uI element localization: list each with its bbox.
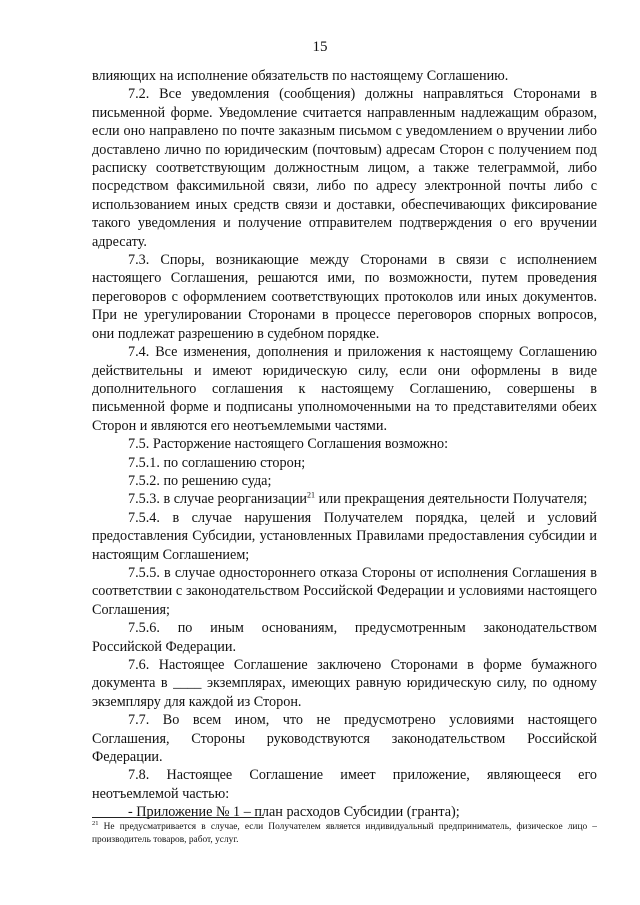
paragraph-7-2: 7.2. Все уведомления (сообщения) должны направляться Сторонами в письменной форме. Уведомление считается направленным надлежащим образом, если оно направлено по почте заказным письмом с уведомлением о вручении либо доставлено лично по юридическим (почтовым) адресам Сторон с получением под расписку соответствующим должностным лицом, а также телеграммой, либо посредством факсимильной связи, либо по адресу электронной почты либо с использованием иных средств связи и доставки, обеспечивающих фиксирование такого уведомления и получение отправителем подтверждения о его вручении адресату.	[92, 86, 597, 250]
paragraph-7-5-5: 7.5.5. в случае одностороннего отказа Стороны от исполнения Соглашения в соответствии с законодательством Российской Федерации и условиями настоящего Соглашения;	[92, 564, 597, 618]
paragraph-7-5-6: 7.5.6. по иным основаниям, предусмотренным законодательством Российской Федерации.	[92, 620, 597, 655]
paragraph-7-3: 7.3. Споры, возникающие между Сторонами в связи с исполнением настоящего Соглашения, решаются ими, по возможности, путем проведения переговоров с оформлением соответствующих протоколов или иных документов. При не урегулировании Сторонами в процессе переговоров спорных вопросов, они подлежат разрешению в судебном порядке.	[92, 252, 597, 342]
paragraph-7-5: 7.5. Расторжение настоящего Соглашения возможно:	[128, 436, 449, 453]
paragraph-7-5-3-start: 7.5.3. в случае реорганизации	[128, 491, 308, 508]
footnote-separator	[92, 817, 264, 818]
appendix-list-item: - Приложение № 1 – план расходов Субсидии (гранта);	[128, 804, 460, 821]
paragraph-7-5-1: 7.5.1. по соглашению сторон;	[128, 454, 306, 471]
document-body	[92, 67, 597, 822]
paragraph-7-6: 7.6. Настоящее Соглашение заключено Сторонами в форме бумажного документа в ____ экземплярах, имеющих равную юридическую силу, по одному экземпляру для каждой из Сторон.	[92, 657, 597, 710]
paragraph-7-4: 7.4. Все изменения, дополнения и приложения к настоящему Соглашению действительны и имеют юридическую силу, если они оформлены в виде дополнительного соглашения к настоящему Соглашению, совершены в письменной форме и подписаны уполномоченными на то представителями обеих Сторон и являются его неотъемлемыми частями.	[92, 344, 597, 434]
footnote-text: Не предусматривается в случае, если Получателем является индивидуальный предприниматель, физическое лицо – производитель товаров, работ, услуг.	[92, 822, 597, 845]
paragraph-7-8: 7.8. Настоящее Соглашение имеет приложение, являющееся его неотъемлемой частью:	[92, 767, 597, 802]
paragraph-continuation: влияющих на исполнение обязательств по настоящему Соглашению.	[92, 68, 509, 84]
paragraph-7-5-3	[92, 490, 597, 508]
footnote-number: 21	[92, 819, 99, 827]
page-number: 15	[312, 39, 328, 55]
paragraph-7-5-3-end: или прекращения деятельности Получателя;	[315, 491, 588, 508]
footnote-reference: 21	[307, 490, 316, 500]
footnote	[92, 821, 597, 847]
paragraph-7-7: 7.7. Во всем ином, что не предусмотрено условиями настоящего Соглашения, Стороны руководствуются законодательством Российской Федерации.	[92, 712, 597, 766]
paragraph-7-5-4: 7.5.4. в случае нарушения Получателем порядка, целей и условий предоставления Субсидии, установленных Правилами предоставления субсидии и настоящим Соглашением;	[92, 509, 597, 563]
paragraph-7-5-2: 7.5.2. по решению суда;	[128, 472, 272, 489]
